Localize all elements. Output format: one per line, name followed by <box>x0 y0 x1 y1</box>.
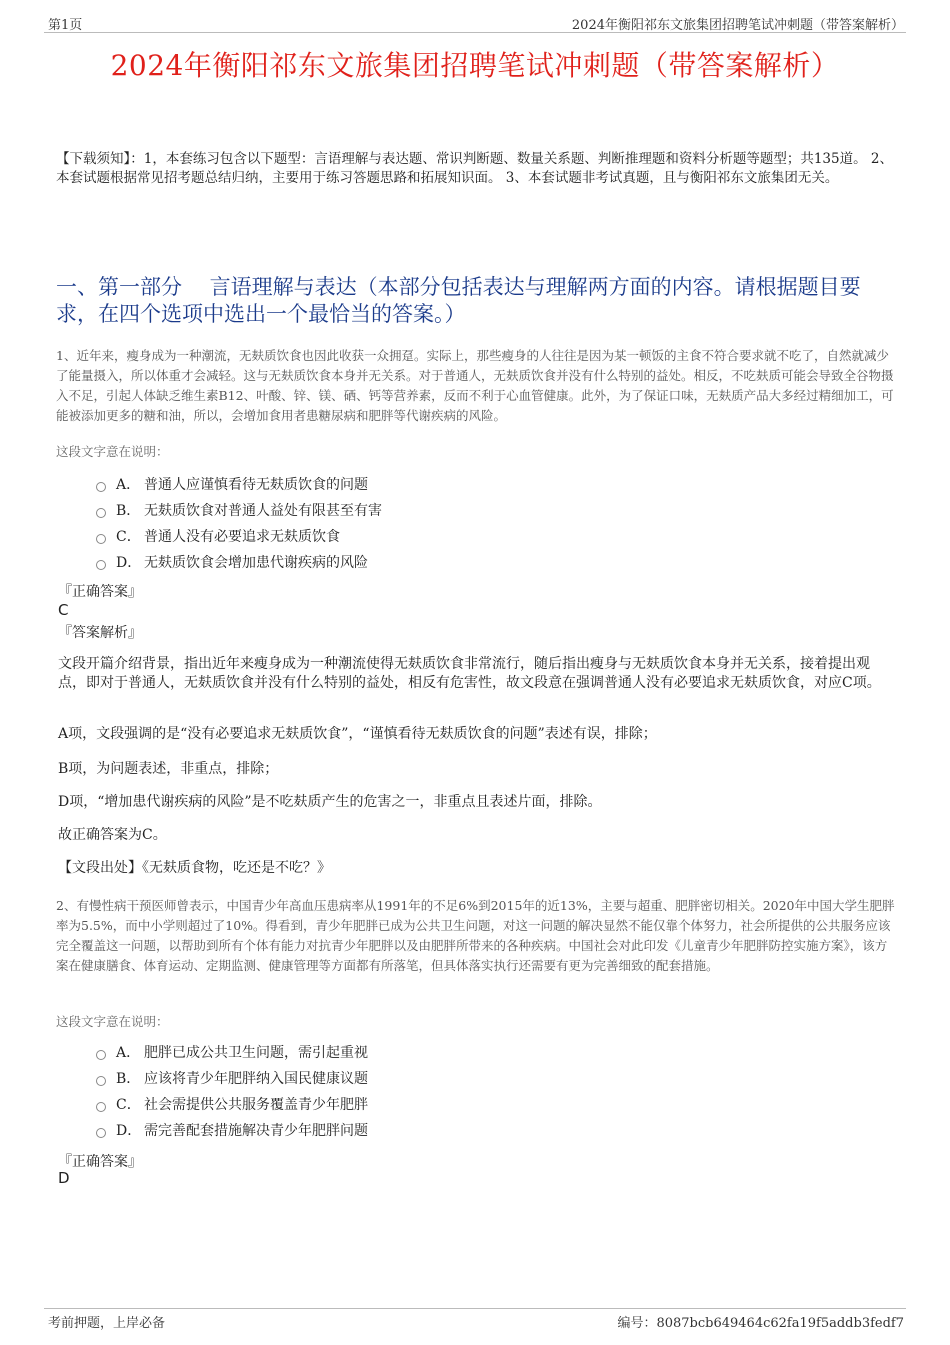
radio-icon[interactable] <box>96 482 106 492</box>
page-title: 2024年衡阳祁东文旅集团招聘笔试冲刺题（带答案解析） <box>110 49 840 82</box>
option-text: 社会需提供公共服务覆盖青少年肥胖 <box>144 1097 368 1113</box>
header-divider <box>44 32 906 33</box>
question-1-analysis-d: D项，“增加患代谢疾病的风险”是不吃麸质产生的危害之一，非重点且表述片面，排除。 <box>58 794 602 810</box>
radio-icon[interactable] <box>96 1128 106 1138</box>
header-doc-title: 2024年衡阳祁东文旅集团招聘笔试冲刺题（带答案解析） <box>571 18 904 33</box>
radio-icon[interactable] <box>96 1102 106 1112</box>
option-text: 普通人应谨慎看待无麸质饮食的问题 <box>144 477 368 493</box>
question-1-answer: C <box>58 601 69 619</box>
section-heading: 一、第一部分 言语理解与表达（本部分包括表达与理解两方面的内容。请根据题目要求，在四个选项中选出一个最恰当的答案。） <box>56 275 861 326</box>
option-letter: B． <box>116 1071 141 1087</box>
question-1-option-a[interactable] <box>96 475 368 495</box>
radio-icon[interactable] <box>96 1050 106 1060</box>
footer-divider <box>44 1308 906 1309</box>
option-letter: B． <box>116 503 141 519</box>
question-2-option-b[interactable] <box>96 1069 368 1089</box>
question-2-option-c[interactable] <box>96 1095 368 1115</box>
option-text: 普通人没有必要追求无麸质饮食 <box>144 529 340 545</box>
option-letter: C． <box>116 529 141 545</box>
footer-code: 编号：8087bcb649464c62fa19f5addb3fedf7 <box>617 1316 904 1331</box>
question-1-option-d[interactable] <box>96 553 368 573</box>
question-1-option-c[interactable] <box>96 527 340 547</box>
question-2-answer: D <box>58 1169 70 1187</box>
question-1-analysis-a: A项，文段强调的是“没有必要追求无麸质饮食”，“谨慎看待无麸质饮食的问题”表述有误，排除； <box>58 726 657 742</box>
question-2-option-d[interactable] <box>96 1121 368 1141</box>
radio-icon[interactable] <box>96 534 106 544</box>
option-text: 无麸质饮食对普通人益处有限甚至有害 <box>144 503 382 519</box>
question-1-conclusion: 故正确答案为C。 <box>58 827 167 843</box>
option-letter: A． <box>116 477 141 493</box>
question-1-stem: 1、近年来，瘦身成为一种潮流，无麸质饮食也因此收获一众拥趸。实际上，那些瘦身的人往往是因为某一顿饭的主食不符合要求就不吃了，自然就减少了能量摄入，所以体重才会减轻。这与无麸质饮食本身并无关系。对于普通人，无麸质饮食并没有什么特别的益处。相反，不吃麸质可能会导致全谷物摄入不足，引起人体缺乏维生素B12、叶酸、锌、镁、硒、钙等营养素，反而不利于心血管健康。此外，为了保证口味，无麸质产品大多经过精细加工，可能被添加更多的糖和油，所以，会增加食用者患糖尿病和肥胖等代谢疾病的风险。 <box>56 348 894 423</box>
question-1-analysis-summary: 文段开篇介绍背景，指出近年来瘦身成为一种潮流使得无麸质饮食非常流行，随后指出瘦身与无麸质饮食本身并无关系，接着提出观点，即对于普通人，无麸质饮食并没有什么特别的益处，相反有危害性，故文段意在强调普通人没有必要追求无麸质饮食，对应C项。 <box>58 656 881 691</box>
option-text: 需完善配套措施解决青少年肥胖问题 <box>144 1123 368 1139</box>
radio-icon[interactable] <box>96 1076 106 1086</box>
question-1-analysis-b: B项，为问题表述，非重点，排除； <box>58 761 279 777</box>
option-letter: D． <box>116 1123 142 1139</box>
page-number: 第1页 <box>48 18 83 33</box>
option-letter: D． <box>116 555 142 571</box>
download-notice: 【下载须知】：1，本套练习包含以下题型：言语理解与表达题、常识判断题、数量关系题、判断推理题和资料分析题等题型；共135道。 2、本套试题根据常见招考题总结归纳，主要用于练习答题思路和拓展知识面。 3、本套试题非考试真题，且与衡阳祁东文旅集团无关。 <box>56 151 893 186</box>
option-text: 应该将青少年肥胖纳入国民健康议题 <box>144 1071 368 1087</box>
question-1-option-b[interactable] <box>96 501 382 521</box>
option-text: 肥胖已成公共卫生问题，需引起重视 <box>144 1045 368 1061</box>
question-2-stem: 2、有慢性病干预医师曾表示，中国青少年高血压患病率从1991年的不足6%到2015年的近13%，主要与超重、肥胖密切相关。2020年中国大学生肥胖率为5.5%，而中小学则超过了10%。得看到，青少年肥胖已成为公共卫生问题，对这一问题的解决显然不能仅靠个体努力，社会所提供的公共服务应该完全覆盖这一问题，以帮助到所有个体有能力对抗青少年肥胖以及由肥胖所带来的各种疾病。中国社会对此印发《儿童青少年肥胖防控实施方案》，该方案在健康膳食、体育运动、定期监测、健康管理等方面都有所落笔，但具体落实执行还需要有更为完善细致的配套措施。 <box>56 898 895 973</box>
footer-slogan: 考前押题，上岸必备 <box>48 1316 166 1331</box>
question-1-prompt: 这段文字意在说明： <box>56 444 169 459</box>
radio-icon[interactable] <box>96 508 106 518</box>
question-2-prompt: 这段文字意在说明： <box>56 1014 169 1029</box>
question-1-analysis-label: 『答案解析』 <box>58 625 142 641</box>
question-2-option-a[interactable] <box>96 1043 368 1063</box>
question-2-answer-label: 『正确答案』 <box>58 1154 142 1170</box>
option-letter: A． <box>116 1045 141 1061</box>
question-1-source: 【文段出处】《无麸质食物，吃还是不吃？》 <box>58 860 331 876</box>
question-1-answer-label: 『正确答案』 <box>58 584 142 600</box>
option-letter: C． <box>116 1097 141 1113</box>
option-text: 无麸质饮食会增加患代谢疾病的风险 <box>144 555 368 571</box>
radio-icon[interactable] <box>96 560 106 570</box>
